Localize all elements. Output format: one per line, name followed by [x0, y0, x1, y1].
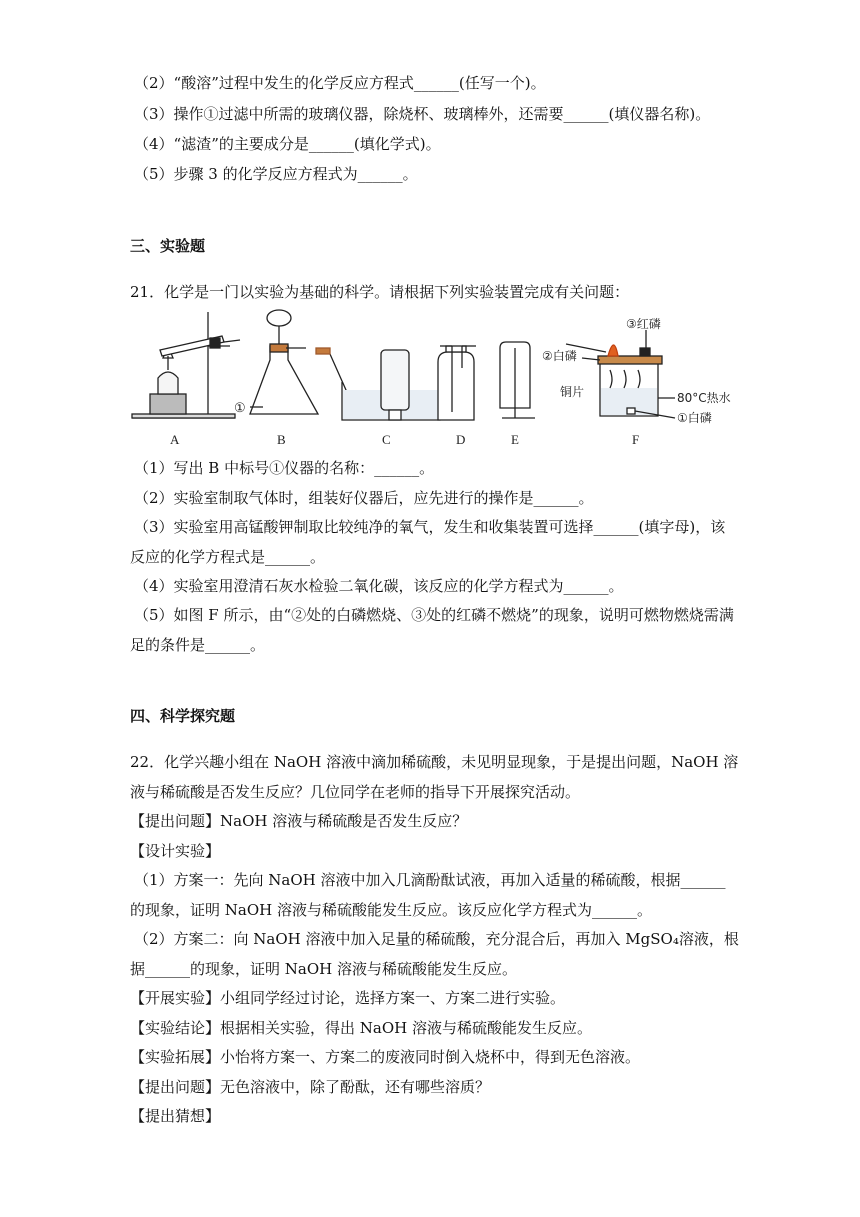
question-22-line-6: 的现象，证明 NaOH 溶液与稀硫酸能发生反应。该反应化学方程式为______。	[130, 901, 652, 919]
question-22-line-4: 【设计实验】	[130, 842, 221, 860]
f-label-white-phosphorus-top: ②白磷	[542, 349, 577, 363]
figure-label-a: A	[170, 432, 180, 447]
question-21-1: （1）写出 B 中标号①仪器的名称：______。	[134, 459, 435, 477]
question-22-line-1: 22．化学兴趣小组在 NaOH 溶液中滴加稀硫酸，未见明显现象，于是提出问题，NaOH 溶	[130, 753, 739, 771]
apparatus-d	[438, 346, 476, 420]
apparatus-figure	[130, 308, 740, 450]
question-2-4: （4）“滤渣”的主要成分是______(填化学式)。	[134, 135, 441, 153]
figure-label-b: B	[277, 432, 286, 447]
figure-label-e: E	[511, 432, 519, 447]
question-2-3: （3）操作①过滤中所需的玻璃仪器，除烧杯、玻璃棒外，还需要______(填仪器名称)。	[134, 105, 711, 123]
apparatus-a	[132, 312, 240, 418]
apparatus-b	[250, 310, 318, 414]
f-label-white-phosphorus-bottom: ①白磷	[677, 411, 712, 425]
question-21-3: （3）实验室用高锰酸钾制取比较纯净的氧气，发生和收集装置可选择______(填字母)，该	[134, 518, 726, 536]
apparatus-f	[566, 330, 675, 418]
apparatus-diagram	[130, 308, 740, 450]
question-2-5: （5）步骤 3 的化学反应方程式为______。	[134, 165, 418, 183]
section-heading-experiment: 三、实验题	[130, 237, 206, 255]
question-21-3-cont: 反应的化学方程式是______。	[130, 548, 326, 566]
figure-label-c: C	[382, 432, 391, 447]
question-22-line-13: 【提出猜想】	[130, 1107, 221, 1125]
question-2-2: （2）“酸溶”过程中发生的化学反应方程式______(任写一个)。	[134, 74, 546, 92]
question-22-line-3: 【提出问题】NaOH 溶液与稀硫酸是否发生反应？	[130, 812, 468, 830]
question-21-5-cont: 足的条件是______。	[130, 636, 266, 654]
f-label-copper-sheet: 铜片	[560, 385, 585, 399]
question-22-line-2: 液与稀硫酸是否发生反应？几位同学在老师的指导下开展探究活动。	[130, 783, 581, 801]
f-label-hot-water: 80°C热水	[677, 391, 731, 405]
f-label-red-phosphorus: ③红磷	[626, 317, 661, 331]
question-22-line-9: 【开展实验】小组同学经过讨论，选择方案一、方案二进行实验。	[130, 989, 566, 1007]
figure-label-d: D	[456, 432, 466, 447]
figure-b-marker: ①	[234, 400, 246, 415]
question-22-line-12: 【提出问题】无色溶液中，除了酚酞，还有哪些溶质？	[130, 1078, 491, 1096]
question-21-4: （4）实验室用澄清石灰水检验二氧化碳，该反应的化学方程式为______。	[134, 577, 624, 595]
question-22-line-10: 【实验结论】根据相关实验，得出 NaOH 溶液与稀硫酸能发生反应。	[130, 1019, 592, 1037]
question-22-line-8: 据______的现象，证明 NaOH 溶液与稀硫酸能发生反应。	[130, 960, 517, 978]
apparatus-c	[316, 348, 440, 420]
section-heading-inquiry: 四、科学探究题	[130, 707, 236, 725]
question-21-stem: 21．化学是一门以实验为基础的科学。请根据下列实验装置完成有关问题：	[130, 283, 630, 301]
figure-label-f: F	[632, 432, 640, 447]
apparatus-e	[500, 342, 535, 418]
question-21-5: （5）如图 F 所示，由“②处的白磷燃烧、③处的红磷不燃烧”的现象，说明可燃物燃烧需满	[134, 606, 734, 624]
question-22-line-11: 【实验拓展】小怡将方案一、方案二的废液同时倒入烧杯中，得到无色溶液。	[130, 1048, 641, 1066]
question-21-2: （2）实验室制取气体时，组装好仪器后，应先进行的操作是______。	[134, 489, 594, 507]
question-22-line-7: （2）方案二：向 NaOH 溶液中加入足量的稀硫酸，充分混合后，再加入 MgSO₄溶液，根	[134, 930, 739, 948]
question-22-line-5: （1）方案一：先向 NaOH 溶液中加入几滴酚酞试液，再加入适量的稀硫酸，根据______	[134, 871, 726, 889]
